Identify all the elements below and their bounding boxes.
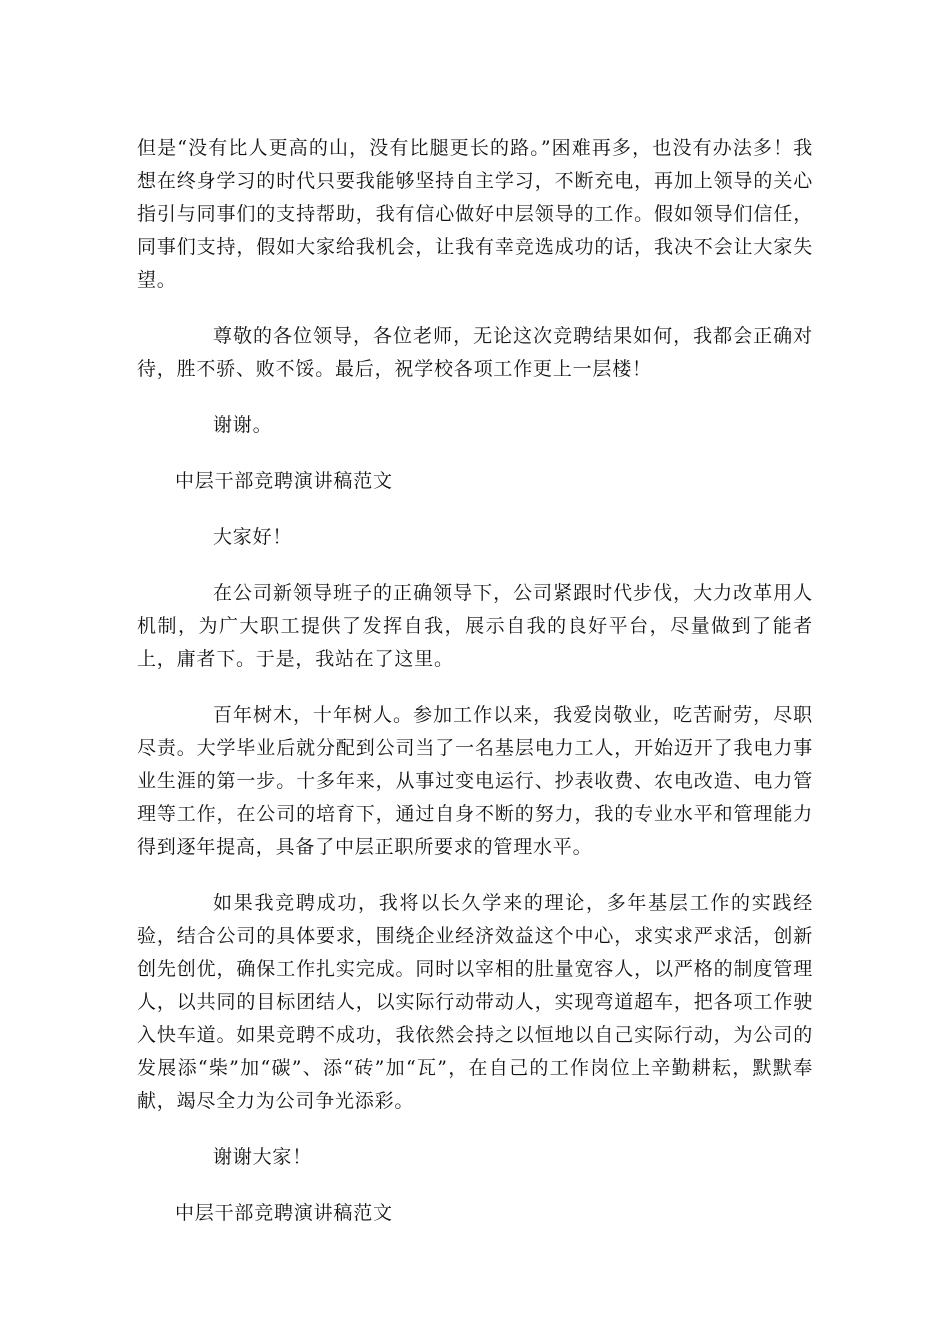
paragraph-thanks-all: 谢谢大家！ [213, 1146, 313, 1168]
paragraph-experience: 百年树木，十年树人。参加工作以来，我爱岗敬业，吃苦耐劳，尽职尽责。大学毕业后就分配到公司当了一名基层电力工人，开始迈开了我电力事业生涯的第一步。十多年来，从事过变电运行、抄表收费、农电改造、电力管理等工作，在公司的培育下，通过自身不断的努力，我的专业水平和管理能力得到逐年提高，具备了中层正职所要求的管理水平。 [137, 704, 813, 858]
document-body [137, 132, 813, 1253]
paragraph-thanks: 谢谢。 [213, 414, 273, 436]
paragraph-continuation: 但是“没有比人更高的山，没有比腿更长的路。”困难再多，也没有办法多！我想在终身学习的时代只要我能够坚持自主学习，不断充电，再加上领导的关心指引与同事们的支持帮助，我有信心做好中层领导的工作。假如领导们信任，同事们支持，假如大家给我机会，让我有幸竞选成功的话，我决不会让大家失望。 [137, 137, 813, 291]
paragraph-commitment: 如果我竞聘成功，我将以长久学来的理论，多年基层工作的实践经验，结合公司的具体要求，围绕企业经济效益这个中心，求实求严求活，创新创先创优，确保工作扎实完成。同时以宰相的肚量宽容人，以严格的制度管理人，以共同的目标团结人，以实际行动带动人，实现弯道超车，把各项工作驶入快车道。如果竞聘不成功，我依然会持之以恒地以自己实际行动，为公司的发展添“柴”加“碳”、添“砖”加“瓦”，在自己的工作岗位上辛勤耕耘，默默奉献，竭尽全力为公司争光添彩。 [137, 892, 813, 1112]
section-title: 中层干部竞聘演讲稿范文 [175, 1202, 393, 1224]
paragraph-greeting: 大家好！ [213, 526, 293, 548]
paragraph-closing-remarks: 尊敬的各位领导，各位老师，无论这次竞聘结果如何，我都会正确对待，胜不骄、败不馁。最后，祝学校各项工作更上一层楼！ [137, 325, 813, 380]
section-title: 中层干部竞聘演讲稿范文 [175, 470, 393, 492]
paragraph-introduction: 在公司新领导班子的正确领导下，公司紧跟时代步伐，大力改革用人机制，为广大职工提供了发挥自我，展示自我的良好平台，尽量做到了能者上，庸者下。于是，我站在了这里。 [137, 582, 813, 670]
